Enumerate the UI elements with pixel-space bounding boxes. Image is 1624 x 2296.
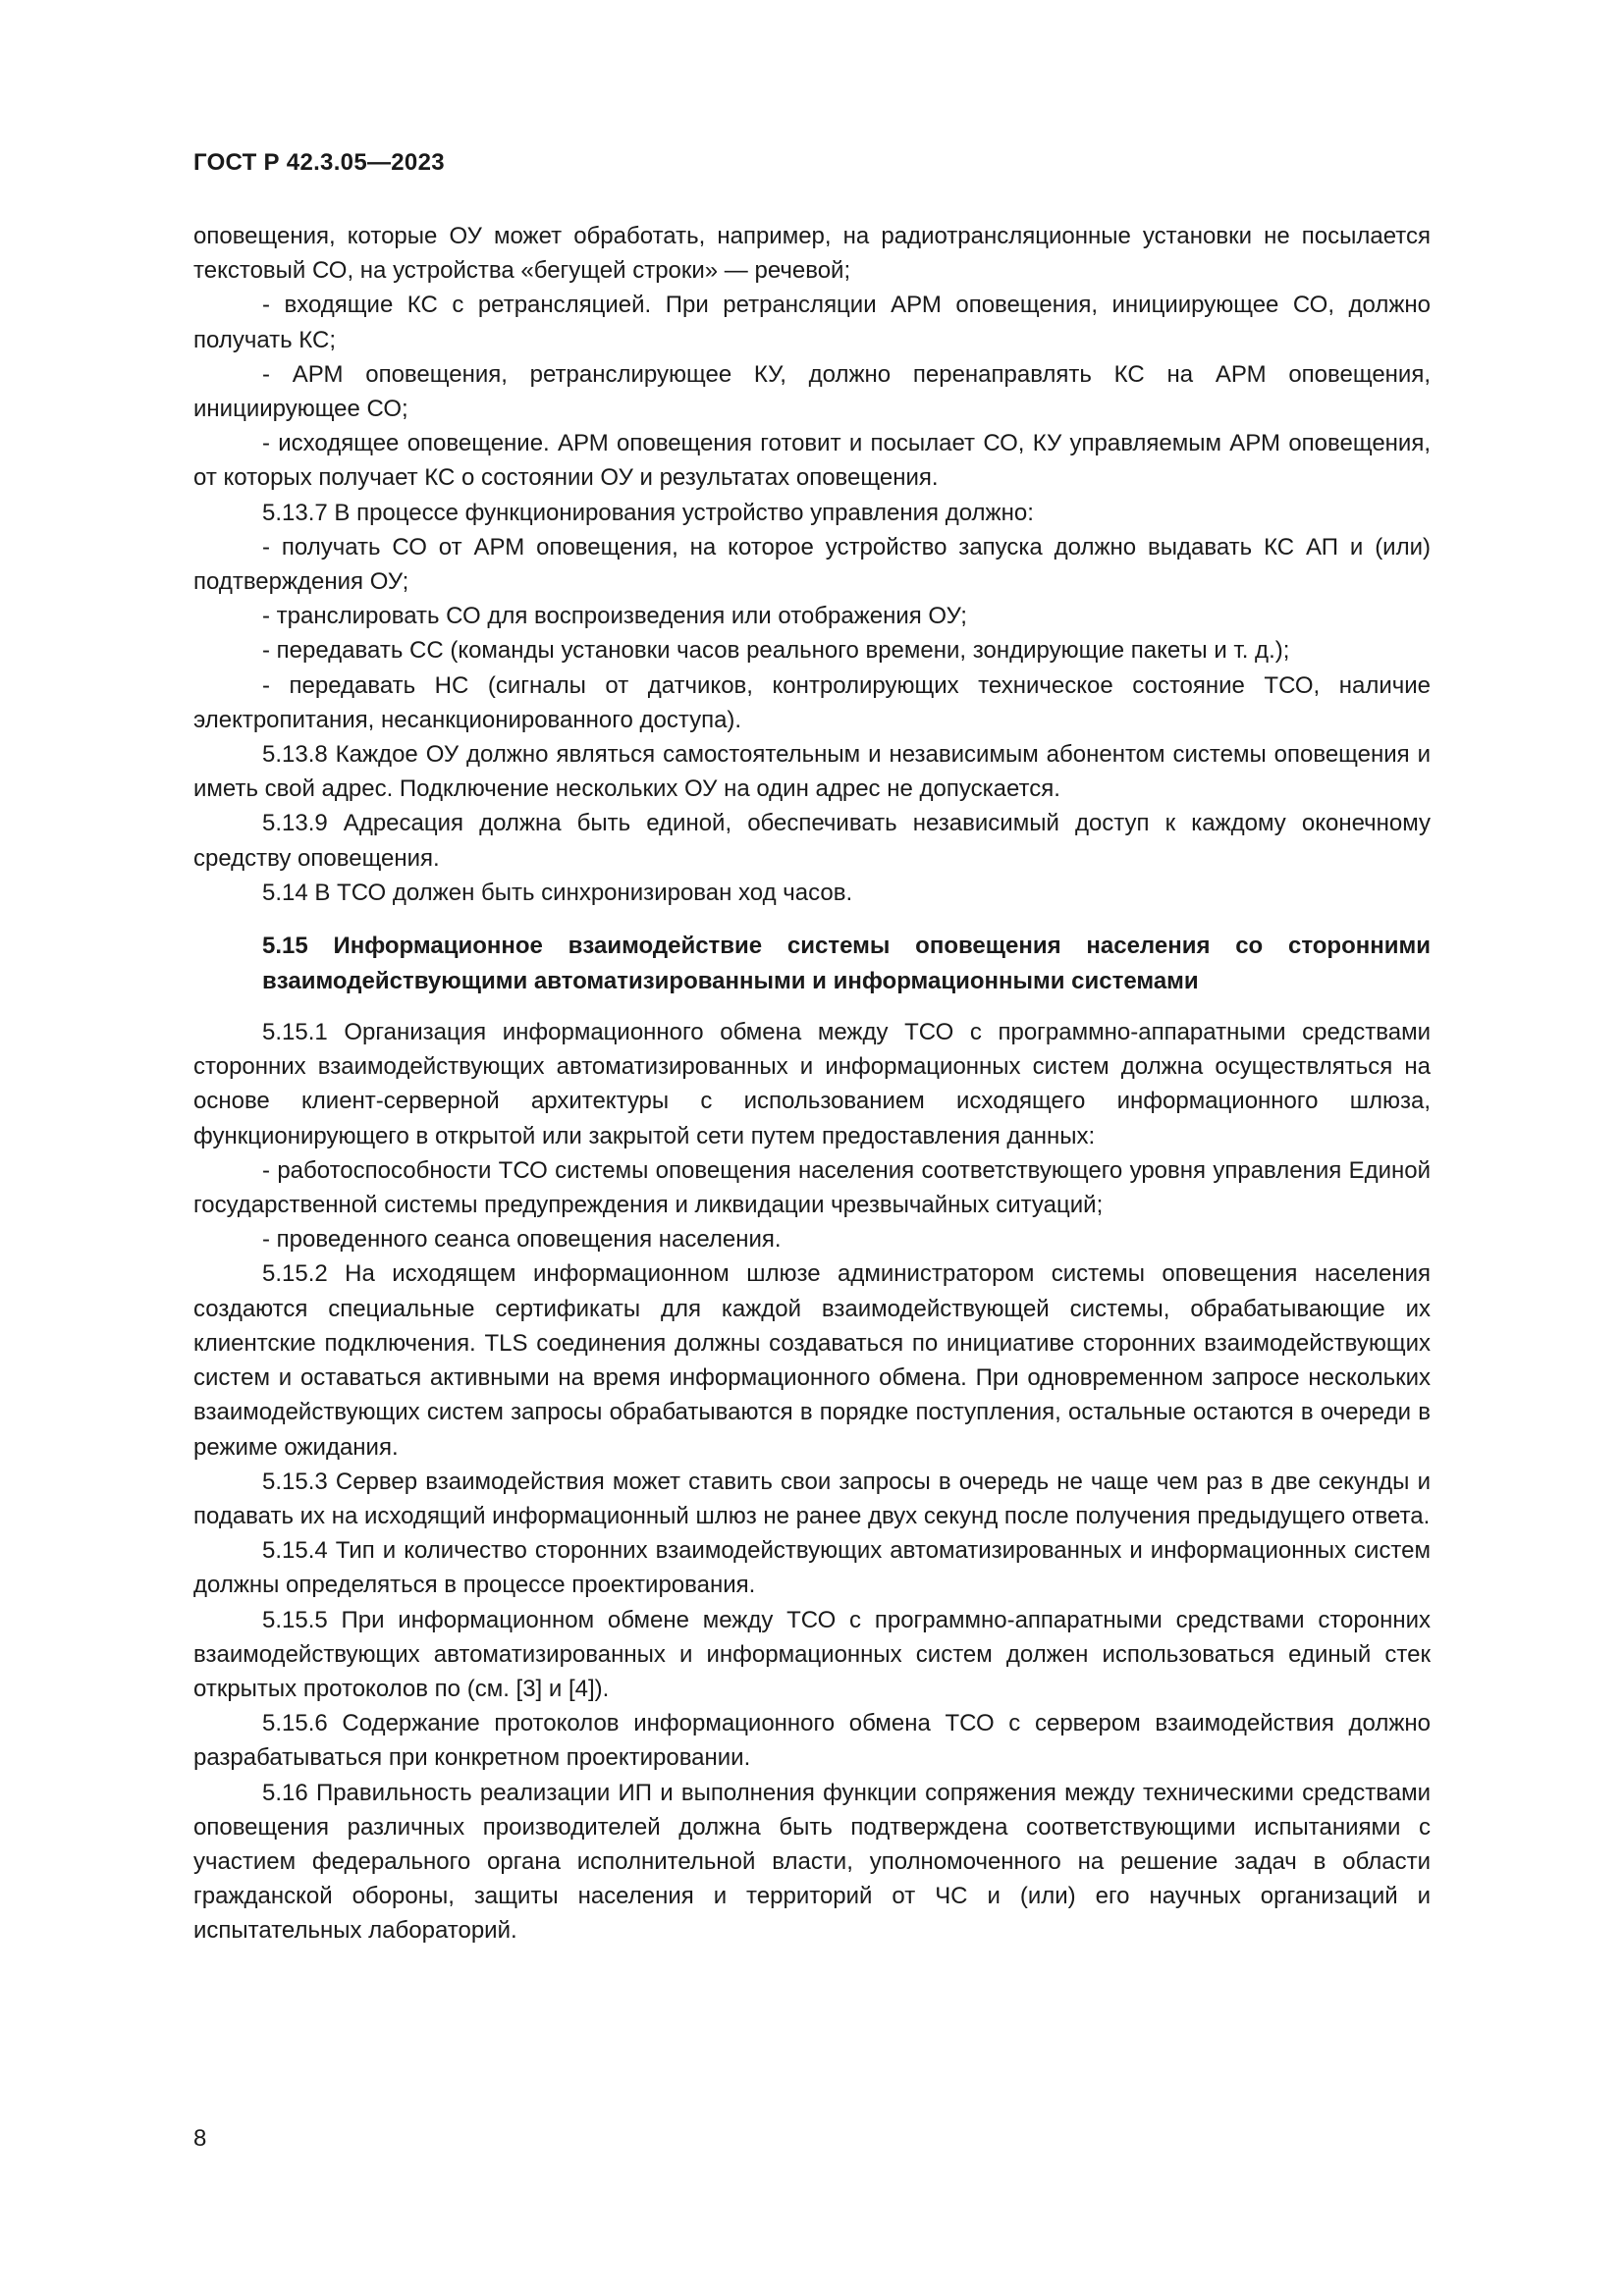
clause-5-15-4: 5.15.4 Тип и количество сторонних взаимодействующих автоматизированных и информационных систем должны определяться в процессе проектирования.: [193, 1537, 1431, 1599]
clause-5-13-8: 5.13.8 Каждое ОУ должно являться самостоятельным и независимым абонентом системы оповещения и иметь свой адрес. Подключение нескольких ОУ на один адрес не допускается.: [193, 741, 1431, 803]
clause-5-13-9: 5.13.9 Адресация должна быть единой, обеспечивать независимый доступ к каждому оконечному средству оповещения.: [193, 810, 1431, 872]
clause-5-15-2: 5.15.2 На исходящем информационном шлюзе администратором системы оповещения населения создаются специальные сертификаты для каждой взаимодействующей системы, обрабатывающие их клиентские подключения. TLS соединения должны создаваться по инициативе сторонних взаимодействующих систем и оставаться активными на время информационного обмена. При одновременном запросе нескольких взаимодействующих систем запросы обрабатываются в порядке поступления, остальные остаются в очереди в режиме ожидания.: [193, 1260, 1431, 1461]
clause-5-13-7: 5.13.7 В процессе функционирования устройство управления должно:: [262, 499, 1034, 526]
page-number: 8: [193, 2125, 207, 2152]
clause-5-15-1: 5.15.1 Организация информационного обмена между ТСО с программно-аппаратными средствами сторонних взаимодействующих автоматизированных и информационных систем должна осуществляться на основе клиент-серверной архитектуры с использованием исходящего информационного шлюза, функционирующего в открытой или закрытой сети путем предоставления данных:: [193, 1019, 1431, 1149]
list-item: - входящие КС с ретрансляцией. При ретрансляции АРМ оповещения, инициирующее СО, должно получать КС;: [193, 292, 1431, 353]
clause-5-15-5: 5.15.5 При информационном обмене между ТСО с программно-аппаратными средствами сторонних взаимодействующих автоматизированных и информационных систем должен использоваться единый стек открытых протоколов по (см. [3] и [4]).: [193, 1606, 1431, 1702]
list-item: - передавать СС (команды установки часов реального времени, зондирующие пакеты и т. д.);: [262, 637, 1290, 665]
list-item: - проведенного сеанса оповещения населения.: [262, 1226, 782, 1254]
document-body: [193, 219, 1431, 1949]
list-item: - транслировать СО для воспроизведения или отображения ОУ;: [262, 603, 967, 630]
document-code-header: ГОСТ Р 42.3.05—2023: [193, 149, 445, 176]
list-item: - исходящее оповещение. АРМ оповещения готовит и посылает СО, КУ управляемым АРМ оповещения, от которых получает КС о состоянии ОУ и результатах оповещения.: [193, 430, 1431, 492]
paragraph: оповещения, которые ОУ может обработать, например, на радиотрансляционные установки не посылается текстовый СО, на устройства «бегущей строки» — речевой;: [193, 223, 1431, 285]
list-item: - получать СО от АРМ оповещения, на которое устройство запуска должно выдавать КС АП и (или) подтверждения ОУ;: [193, 533, 1431, 596]
list-item: - АРМ оповещения, ретранслирующее КУ, должно перенаправлять КС на АРМ оповещения, инициирующее СО;: [193, 360, 1431, 423]
clause-5-14: 5.14 В ТСО должен быть синхронизирован ход часов.: [262, 879, 853, 906]
clause-5-15-6: 5.15.6 Содержание протоколов информационного обмена ТСО с сервером взаимодействия должно разрабатываться при конкретном проектировании.: [193, 1710, 1431, 1772]
list-item: - передавать НС (сигналы от датчиков, контролирующих техническое состояние ТСО, наличие электропитания, несанкционированного доступа).: [193, 671, 1431, 733]
clause-5-15-3: 5.15.3 Сервер взаимодействия может ставить свои запросы в очередь не чаще чем раз в две секунды и подавать их на исходящий информационный шлюз не ранее двух секунд после получения предыдущего ответа.: [193, 1468, 1431, 1529]
list-item: - работоспособности ТСО системы оповещения населения соответствующего уровня управления Единой государственной системы предупреждения и ликвидации чрезвычайных ситуаций;: [193, 1156, 1431, 1219]
section-heading-5-15: 5.15 Информационное взаимодействие системы оповещения населения со сторонними взаимодействующими автоматизированными и информационными системами: [262, 933, 1431, 995]
clause-5-16: 5.16 Правильность реализации ИП и выполнения функции сопряжения между техническими средствами оповещения различных производителей должна быть подтверждена соответствующими испытаниями с участием федерального органа исполнительной власти, уполномоченного на решение задач в области гражданской обороны, защиты населения и территорий от ЧС и (или) его научных организаций и испытательных лабораторий.: [193, 1779, 1431, 1945]
